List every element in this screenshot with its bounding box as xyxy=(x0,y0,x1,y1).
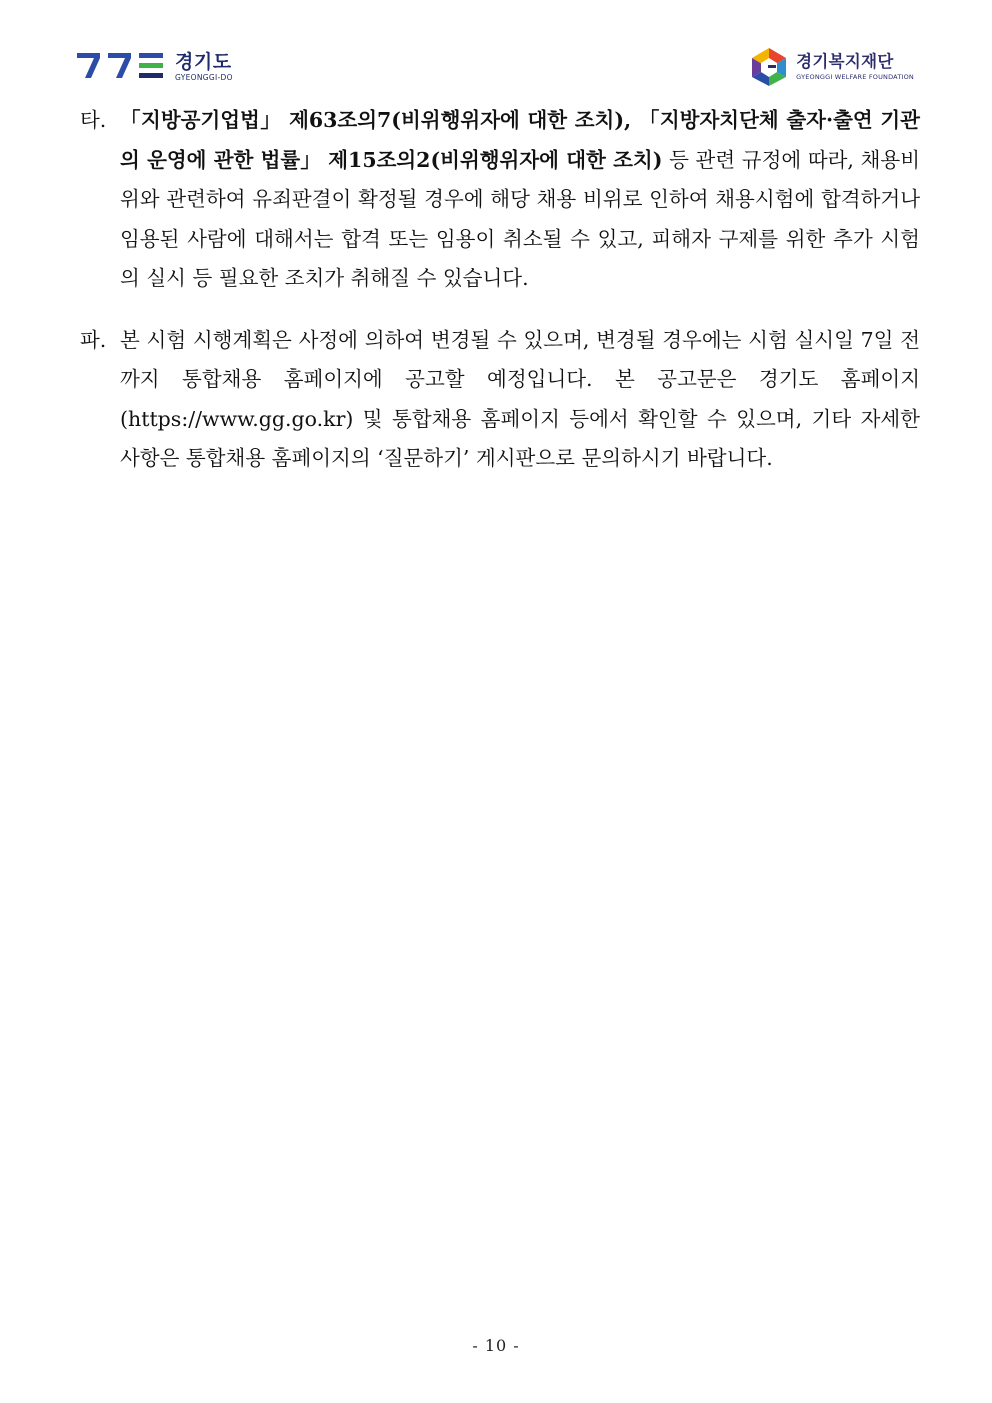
page-number: - 10 - xyxy=(472,1336,520,1355)
list-item-marker: 타. xyxy=(80,108,107,132)
document-body xyxy=(80,101,920,479)
list-item-text: 등 관련 규정에 따라, 채용비위와 관련하여 유죄판결이 확정될 경우에 해당 채용 비위로 인하여 채용시험에 합격하거나 임용된 사람에 대해서는 합격 또는 임용이 취소될 수 있고, 피해자 구제를 위한 추가 시험의 실시 등 필요한 조치가 취해질 수 있습니다. xyxy=(120,147,921,290)
welfare-foundation-name-en: GYEONGGI WELFARE FOUNDATION xyxy=(796,73,914,81)
list-item-pa xyxy=(80,321,920,479)
list-item-marker: 파. xyxy=(80,327,107,352)
list-item-ta xyxy=(80,101,920,299)
gyeonggi-do-name-ko: 경기도 xyxy=(175,50,232,73)
page-header xyxy=(0,0,992,100)
gyeonggi-do-name-en: GYEONGGI-DO xyxy=(175,72,233,82)
welfare-foundation-name-ko: 경기복지재단 xyxy=(796,51,894,71)
gyeonggi-do-emblem-icon xyxy=(77,50,165,84)
list-item-text: 본 시험 시행계획은 사정에 의하여 변경될 수 있으며, 변경될 경우에는 시험 실시일 7일 전까지 통합채용 홈페이지에 공고할 예정입니다. 본 공고문은 경기도 홈페이지(https://www.gg.go.kr) 및 통합채용 홈페이지 등에서 확인할 수 있으며, 기타 자세한 사항은 통합채용 홈페이지의 ‘질문하기’ 게시판으로 문의하시기 바랍니다. xyxy=(120,327,920,470)
welfare-foundation-emblem-icon xyxy=(750,47,788,87)
gyeonggi-welfare-foundation-logo xyxy=(750,47,914,87)
gyeonggi-do-logo xyxy=(77,50,233,84)
legal-reference-text: 「지방공기업법」 제63조의7(비위행위자에 대한 조치), 「지방자치단체 출자·출연 기관의 운영에 관한 법률」 제15조의2(비위행위자에 대한 조치) xyxy=(120,108,920,172)
